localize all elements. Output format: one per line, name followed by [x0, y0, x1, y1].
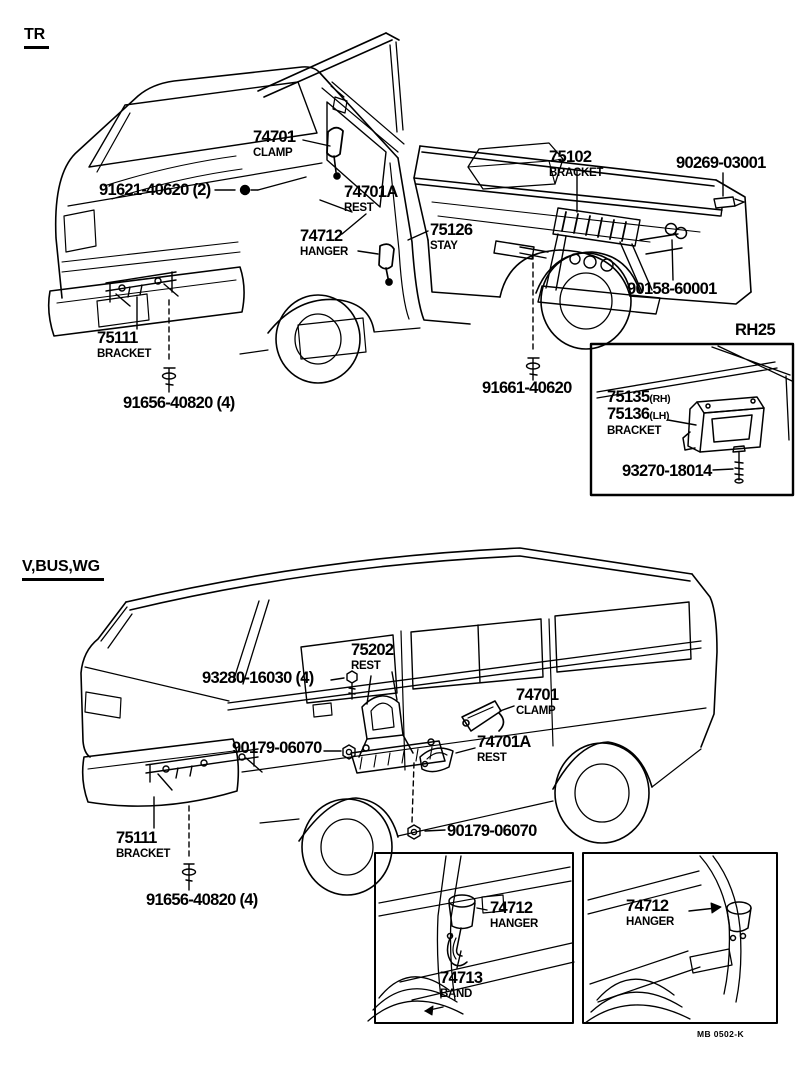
part-number: 90179-06070	[447, 822, 537, 840]
part-line	[607, 407, 670, 424]
part-label-van-front-bolt	[146, 892, 258, 909]
part-label-rh25-bracket	[607, 390, 670, 438]
part-label-truck-front-bolt	[123, 395, 235, 412]
rest-assembly-part	[351, 696, 445, 773]
part-name: HANGER	[626, 915, 675, 928]
part-label-van-front-bracket	[116, 830, 170, 860]
part-name: REST	[477, 751, 507, 764]
section-title-tr: TR	[24, 27, 49, 49]
part-number: 74701A	[344, 183, 398, 201]
stud-bolt-icon	[527, 358, 540, 380]
part-label-van-clamp	[516, 687, 558, 717]
part-label-truck-rest	[344, 184, 398, 214]
part-label-van-upper-nut	[232, 740, 322, 757]
part-number: 90158-60001	[627, 280, 717, 298]
part-label-van-rest	[477, 734, 531, 764]
part-label-van-lower-nut	[447, 823, 537, 840]
part-number: 93280-16030 (4)	[202, 669, 314, 687]
part-label-truck-clip	[676, 155, 766, 172]
part-name: HANGER	[300, 245, 349, 258]
part-label-inset-left-band	[440, 970, 482, 1000]
part-name: CLAMP	[253, 146, 293, 159]
part-name: BRACKET	[549, 166, 604, 179]
part-number: 74701	[516, 686, 559, 704]
part-label-inset-right-hanger	[626, 898, 674, 928]
part-number: 75202	[351, 641, 394, 659]
part-label-truck-bed-bolt	[482, 380, 572, 397]
part-number: 93270-18014	[622, 462, 712, 480]
part-number: 75126	[430, 221, 473, 239]
part-name: CLAMP	[516, 704, 556, 717]
part-number: 75135	[607, 388, 650, 406]
part-label-truck-hanger	[300, 228, 348, 258]
part-number: 74701A	[477, 733, 531, 751]
clamp-part	[462, 701, 504, 731]
section-title-van: V,BUS,WG	[22, 559, 104, 581]
part-number: 74701	[253, 128, 296, 146]
part-name: BAND	[440, 987, 473, 1000]
stud-bolt-icon	[183, 864, 196, 890]
part-number: 75102	[549, 148, 592, 166]
part-name: REST	[351, 659, 381, 672]
bolt-icon	[241, 186, 259, 195]
part-label-van-roof-bolt	[202, 670, 314, 687]
part-number: 90179-06070	[232, 739, 322, 757]
hanger-part	[379, 244, 394, 285]
part-label-rh25-bolt	[622, 463, 712, 480]
part-name: BRACKET	[116, 847, 171, 860]
bolt-icon	[733, 446, 745, 483]
part-name: STAY	[430, 239, 458, 252]
figure-code: MB 0502-K	[697, 1029, 745, 1039]
part-number: 75136	[607, 405, 650, 423]
stud-bolt-icon	[163, 368, 176, 392]
part-number: 91656-40820 (4)	[146, 891, 258, 909]
part-number: 74712	[490, 899, 533, 917]
hanger-part	[448, 895, 476, 956]
part-name: BRACKET	[607, 425, 662, 437]
part-label-inset-left-hanger	[490, 900, 538, 930]
part-number: 91656-40820 (4)	[123, 394, 235, 412]
part-name: BRACKET	[97, 347, 152, 360]
part-name: HANGER	[490, 917, 539, 930]
stay-part	[494, 241, 548, 259]
part-label-truck-front-bracket	[97, 330, 151, 360]
part-suffix: (RH)	[649, 393, 671, 405]
nut-icon	[666, 224, 687, 239]
truck-drawing	[49, 33, 751, 383]
van-drawing	[81, 548, 717, 895]
part-label-truck-stay	[430, 222, 472, 252]
part-label-truck-clamp	[253, 129, 295, 159]
part-suffix: (LH)	[649, 410, 670, 422]
clip-part	[714, 197, 744, 216]
part-label-truck-nut	[627, 281, 717, 298]
rest-part	[420, 748, 453, 771]
part-label-truck-cowl-bolt	[99, 182, 211, 199]
part-number: 75111	[116, 829, 157, 847]
inset-title-rh25: RH25	[735, 321, 776, 339]
part-name: REST	[344, 201, 374, 214]
inset-right-drawing	[583, 853, 777, 1023]
part-number: 91661-40620	[482, 379, 572, 397]
part-number: 90269-03001	[676, 154, 766, 172]
part-number: 74712	[300, 227, 343, 245]
part-number: 75111	[97, 329, 138, 347]
part-number: 91621-40620 (2)	[99, 181, 211, 199]
part-number: 74712	[626, 897, 669, 915]
part-number: 74713	[440, 969, 483, 987]
part-label-truck-bed-bracket	[549, 149, 603, 179]
van-leader-lines	[154, 671, 514, 890]
part-label-van-upper-rest	[351, 642, 393, 672]
